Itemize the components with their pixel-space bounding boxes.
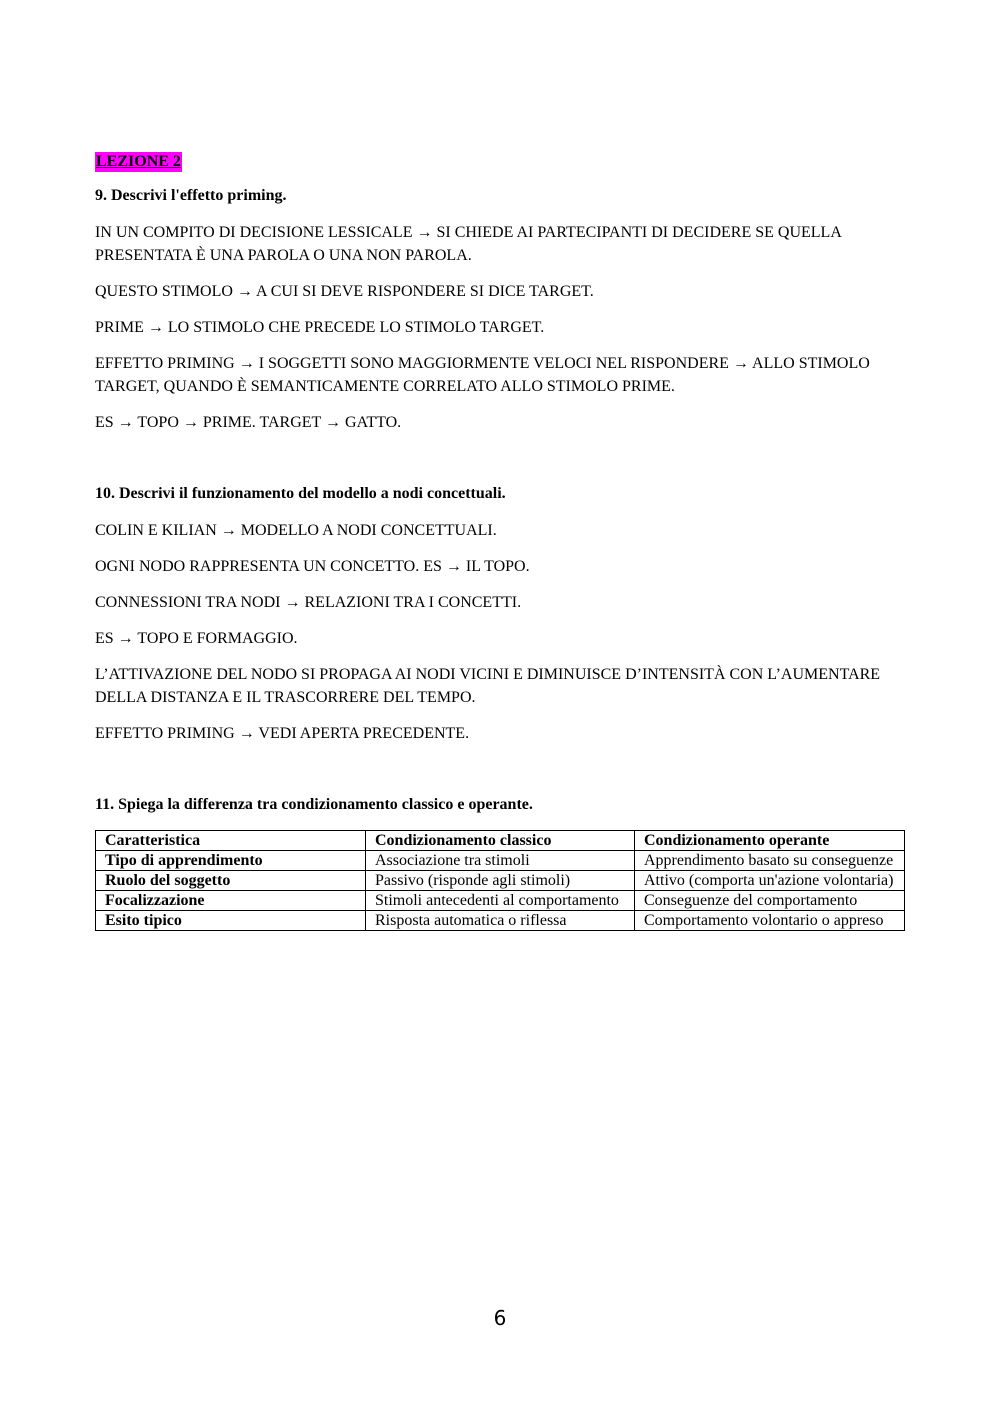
section-spacer bbox=[95, 447, 905, 483]
table-row bbox=[96, 911, 905, 931]
table-cell: Stimoli antecedenti al comportamento bbox=[366, 891, 635, 911]
q9-paragraph: IN UN COMPITO DI DECISIONE LESSICALE → SI CHIEDE AI PARTECIPANTI DI DECIDERE SE QUELLA PRESENTATA È UNA PAROLA O UNA NON PAROLA. bbox=[95, 224, 845, 264]
q9-paragraph: QUESTO STIMOLO → A CUI SI DEVE RISPONDERE SI DICE TARGET. bbox=[95, 283, 594, 300]
section-spacer bbox=[95, 758, 905, 794]
document-page bbox=[95, 152, 905, 931]
table-row bbox=[96, 891, 905, 911]
q10-paragraph: L’ATTIVAZIONE DEL NODO SI PROPAGA AI NODI VICINI E DIMINUISCE D’INTENSITÀ CON L’AUMENTARE DELLA DISTANZA E IL TRASCORRERE DEL TEMPO. bbox=[95, 666, 885, 706]
q10-paragraph: CONNESSIONI TRA NODI → RELAZIONI TRA I CONCETTI. bbox=[95, 594, 522, 611]
table-row-header: Tipo di apprendimento bbox=[96, 851, 366, 871]
question-11-title: 11. Spiega la differenza tra condizionamento classico e operante. bbox=[95, 796, 533, 813]
q10-paragraph: EFFETTO PRIMING → VEDI APERTA PRECEDENTE. bbox=[95, 725, 470, 742]
table-header-row bbox=[96, 831, 905, 851]
comparison-table bbox=[95, 830, 905, 931]
table-cell: Associazione tra stimoli bbox=[366, 851, 635, 871]
table-row bbox=[96, 871, 905, 891]
table-header-cell: Caratteristica bbox=[96, 831, 366, 851]
page-number: 6 bbox=[493, 1306, 507, 1330]
table-header-cell: Condizionamento operante bbox=[635, 831, 905, 851]
question-9-title: 9. Descrivi l'effetto priming. bbox=[95, 187, 287, 204]
table-row-header: Focalizzazione bbox=[96, 891, 366, 911]
table-row bbox=[96, 851, 905, 871]
lesson-heading: LEZIONE 2 bbox=[96, 153, 181, 170]
table-cell: Risposta automatica o riflessa bbox=[366, 911, 635, 931]
table-cell: Apprendimento basato su conseguenze bbox=[635, 851, 905, 871]
q10-paragraph: COLIN E KILIAN → MODELLO A NODI CONCETTUALI. bbox=[95, 522, 497, 539]
q9-paragraph: PRIME → LO STIMOLO CHE PRECEDE LO STIMOLO TARGET. bbox=[95, 319, 545, 336]
table-header-cell: Condizionamento classico bbox=[366, 831, 635, 851]
q10-paragraph: ES → TOPO E FORMAGGIO. bbox=[95, 630, 298, 647]
q9-paragraph: ES → TOPO → PRIME. TARGET → GATTO. bbox=[95, 414, 402, 431]
question-10-title: 10. Descrivi il funzionamento del modello a nodi concettuali. bbox=[95, 485, 506, 502]
table-cell: Attivo (comporta un'azione volontaria) bbox=[635, 871, 905, 891]
table-row-header: Ruolo del soggetto bbox=[96, 871, 366, 891]
table-row-header: Esito tipico bbox=[96, 911, 366, 931]
q10-paragraph: OGNI NODO RAPPRESENTA UN CONCETTO. ES → IL TOPO. bbox=[95, 558, 530, 575]
table-cell: Comportamento volontario o appreso bbox=[635, 911, 905, 931]
table-cell: Conseguenze del comportamento bbox=[635, 891, 905, 911]
q9-paragraph: EFFETTO PRIMING → I SOGGETTI SONO MAGGIORMENTE VELOCI NEL RISPONDERE → ALLO STIMOLO TARGET, QUANDO È SEMANTICAMENTE CORRELATO ALLO STIMOLO PRIME. bbox=[95, 355, 874, 395]
table-cell: Passivo (risponde agli stimoli) bbox=[366, 871, 635, 891]
